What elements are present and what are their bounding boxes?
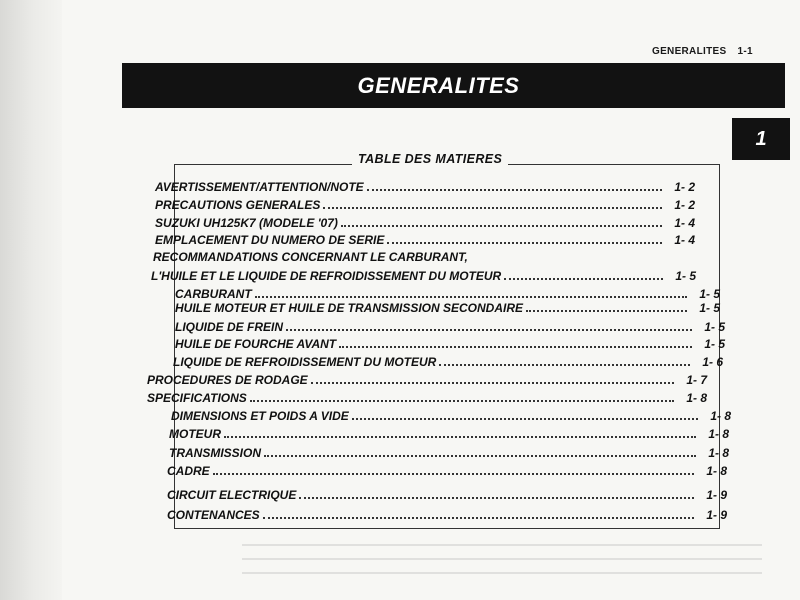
toc-leader-dots xyxy=(339,336,692,348)
toc-leader-dots xyxy=(250,390,674,402)
toc-entry-page: 1- 9 xyxy=(706,508,727,522)
toc-entry-page: 1- 5 xyxy=(675,269,696,283)
toc-entry-label: CARBURANT xyxy=(175,287,252,301)
toc-entry-page: 1- 7 xyxy=(686,373,707,387)
toc-leader-dots xyxy=(367,179,662,191)
toc-entry-page: 1- 4 xyxy=(674,216,695,230)
toc-title: TABLE DES MATIERES xyxy=(352,152,508,166)
toc-entry-label: SUZUKI UH125K7 (MODELE '07) xyxy=(155,216,338,230)
toc-leader-dots xyxy=(341,215,662,227)
toc-entry xyxy=(173,354,723,370)
toc-leader-dots xyxy=(352,408,698,420)
toc-entry xyxy=(155,232,695,248)
toc-leader-dots xyxy=(439,354,690,366)
toc-entry-page: 1- 8 xyxy=(708,427,729,441)
toc-entry xyxy=(155,215,695,231)
toc-entry xyxy=(147,390,707,406)
toc-entry-page: 1- 2 xyxy=(674,180,695,194)
toc-leader-dots xyxy=(213,463,694,475)
toc-leader-dots xyxy=(224,426,696,438)
toc-entry xyxy=(175,336,725,352)
toc-entry-page: 1- 8 xyxy=(708,446,729,460)
toc-entry-page: 1- 4 xyxy=(674,233,695,247)
toc-entry-page: 1- 9 xyxy=(706,488,727,502)
toc-entry xyxy=(167,507,727,523)
running-header xyxy=(652,46,753,57)
section-title: GENERALITES xyxy=(357,72,520,98)
toc-entry xyxy=(155,197,695,213)
toc-entry-label: CONTENANCES xyxy=(167,508,260,522)
manual-page xyxy=(62,0,800,600)
toc-entry-page: 1- 5 xyxy=(704,320,725,334)
toc-entry xyxy=(169,426,729,442)
toc-entry-label: LIQUIDE DE FREIN xyxy=(175,320,284,334)
toc-entry-label: MOTEUR xyxy=(169,427,221,441)
toc-entry xyxy=(169,445,729,461)
toc-leader-dots xyxy=(263,507,694,519)
toc-leader-dots xyxy=(323,197,662,209)
toc-entry xyxy=(167,487,727,503)
toc-entry-page: 1- 5 xyxy=(699,301,720,315)
toc-entry-label: SPECIFICATIONS xyxy=(147,391,247,405)
toc-leader-dots xyxy=(526,300,687,312)
toc-leader-dots xyxy=(299,487,694,499)
toc-entry xyxy=(171,408,731,424)
toc-leader-dots xyxy=(286,319,692,331)
toc-entry-label: EMPLACEMENT DU NUMERO DE SERIE xyxy=(155,233,385,247)
bleed-through-text xyxy=(242,532,762,592)
toc-entry xyxy=(167,463,727,479)
toc-entry-label: CIRCUIT ELECTRIQUE xyxy=(167,488,297,502)
toc-entry-label: PROCEDURES DE RODAGE xyxy=(147,373,308,387)
running-header-section: GENERALITES xyxy=(652,46,727,57)
toc-entry-label: HUILE MOTEUR ET HUILE DE TRANSMISSION SECONDAIRE xyxy=(175,301,524,315)
toc-leader-dots xyxy=(264,445,696,457)
toc-entry xyxy=(147,372,707,388)
toc-leader-dots xyxy=(311,372,674,384)
toc-entry-page: 1- 2 xyxy=(674,198,695,212)
toc-entry-label: CADRE xyxy=(167,464,210,478)
toc-entry xyxy=(175,300,720,316)
toc-entry-page: 1- 8 xyxy=(686,391,707,405)
toc-entry-label: PRECAUTIONS GENERALES xyxy=(155,198,321,212)
chapter-number: 1 xyxy=(755,127,767,150)
book-binding-shadow xyxy=(0,0,62,600)
toc-entry xyxy=(153,249,468,265)
toc-entry-page: 1- 8 xyxy=(706,464,727,478)
toc-entry-label: DIMENSIONS ET POIDS A VIDE xyxy=(171,409,349,423)
toc-entry xyxy=(155,179,695,195)
toc-entry-label: L'HUILE ET LE LIQUIDE DE REFROIDISSEMENT DU MOTEUR xyxy=(151,269,502,283)
toc-leader-dots xyxy=(504,268,663,280)
toc-entry-page: 1- 5 xyxy=(699,287,720,301)
section-banner xyxy=(122,63,785,108)
toc-entry-label: HUILE DE FOURCHE AVANT xyxy=(175,337,337,351)
toc-entry-label: AVERTISSEMENT/ATTENTION/NOTE xyxy=(155,180,364,194)
toc-entry-page: 1- 5 xyxy=(704,337,725,351)
toc-entry-label: RECOMMANDATIONS CONCERNANT LE CARBURANT, xyxy=(153,250,468,264)
toc-leader-dots xyxy=(255,286,687,298)
toc-entry-page: 1- 8 xyxy=(710,409,731,423)
toc-entry xyxy=(151,268,696,284)
toc-entry-page: 1- 6 xyxy=(702,355,723,369)
toc-leader-dots xyxy=(387,232,662,244)
toc-entry-label: LIQUIDE DE REFROIDISSEMENT DU MOTEUR xyxy=(173,355,437,369)
chapter-tab xyxy=(732,118,790,160)
toc-entry xyxy=(175,319,725,335)
toc-entry-label: TRANSMISSION xyxy=(169,446,262,460)
running-header-page: 1-1 xyxy=(737,46,753,57)
